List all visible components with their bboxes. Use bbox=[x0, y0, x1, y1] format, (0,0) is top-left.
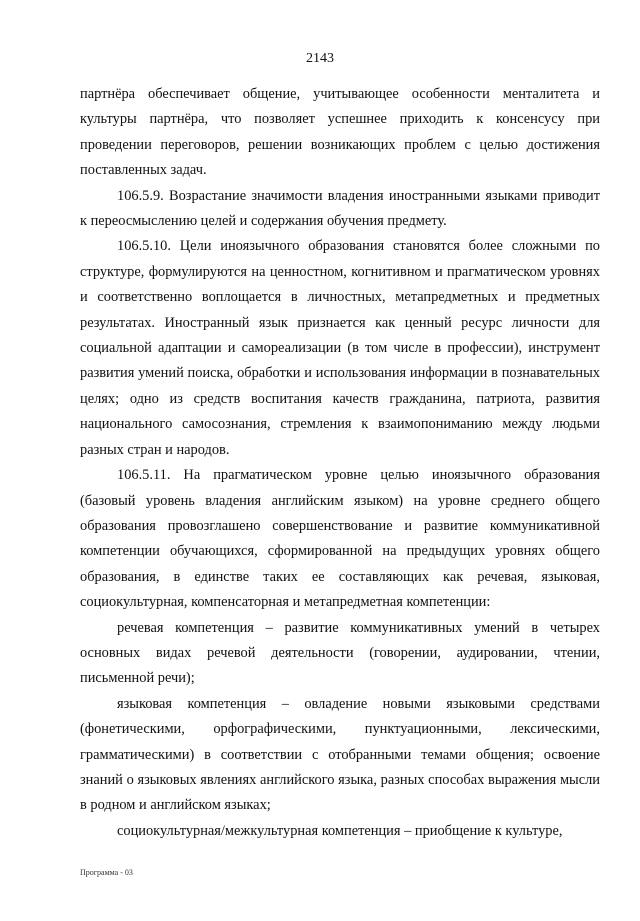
paragraph-106-5-9: 106.5.9. Возрастание значимости владения иностранными языками приводит к переосмыслению целей и содержания обучения предмету. bbox=[80, 187, 600, 230]
footer-label: Программа - 03 bbox=[80, 868, 133, 877]
paragraph-106-5-10: 106.5.10. Цели иноязычного образования становятся более сложными по структуре, формулируются на ценностном, когнитивном и прагматическом уровнях и соответственно воплощается в личностных, метапредметных и предметных результатах. Иностранный язык признается как ценный ресурс личности для социальной адаптации и самореализации (в том числе в профессии), инструмент развития умений поиска, обработки и использования информации в познавательных целях; одно из средств воспитания качеств гражданина, патриота, развития национального самосознания, стремления к взаимопониманию между людьми разных стран и народов. bbox=[80, 238, 600, 458]
paragraph-106-5-11: 106.5.11. На прагматическом уровне целью иноязычного образования (базовый уровень владения английским языком) на уровне среднего общего образования провозглашено совершенствование и развитие коммуникативной компетенции обучающихся, сформированной на предыдущих уровнях общего образования, в единстве таких ее составляющих как речевая, языковая, социокультурная, компенсаторная и метапредметная компетенции: bbox=[80, 467, 600, 611]
document-body bbox=[80, 82, 600, 844]
paragraph-language-competence: языковая компетенция – овладение новыми языковыми средствами (фонетическими, орфографическими, пунктуационными, лексическими, грамматическими) в соответствии с отобранными темами общения; освоение знаний о языковых явлениях английского языка, разных способах выражения мысли в родном и английском языках; bbox=[80, 695, 600, 814]
paragraph-speech-competence: речевая компетенция – развитие коммуникативных умений в четырех основных видах речевой деятельности (говорении, аудировании, чтении, письменной речи); bbox=[80, 619, 600, 687]
page-number: 2143 bbox=[306, 51, 334, 66]
paragraph-continuation: партнёра обеспечивает общение, учитывающее особенности менталитета и культуры партнёра, что позволяет успешнее приходить к консенсусу при проведении переговоров, решении возникающих проблем с целью достижения поставленных задач. bbox=[80, 86, 600, 179]
paragraph-sociocultural-competence: социокультурная/межкультурная компетенция – приобщение к культуре, bbox=[117, 822, 563, 839]
